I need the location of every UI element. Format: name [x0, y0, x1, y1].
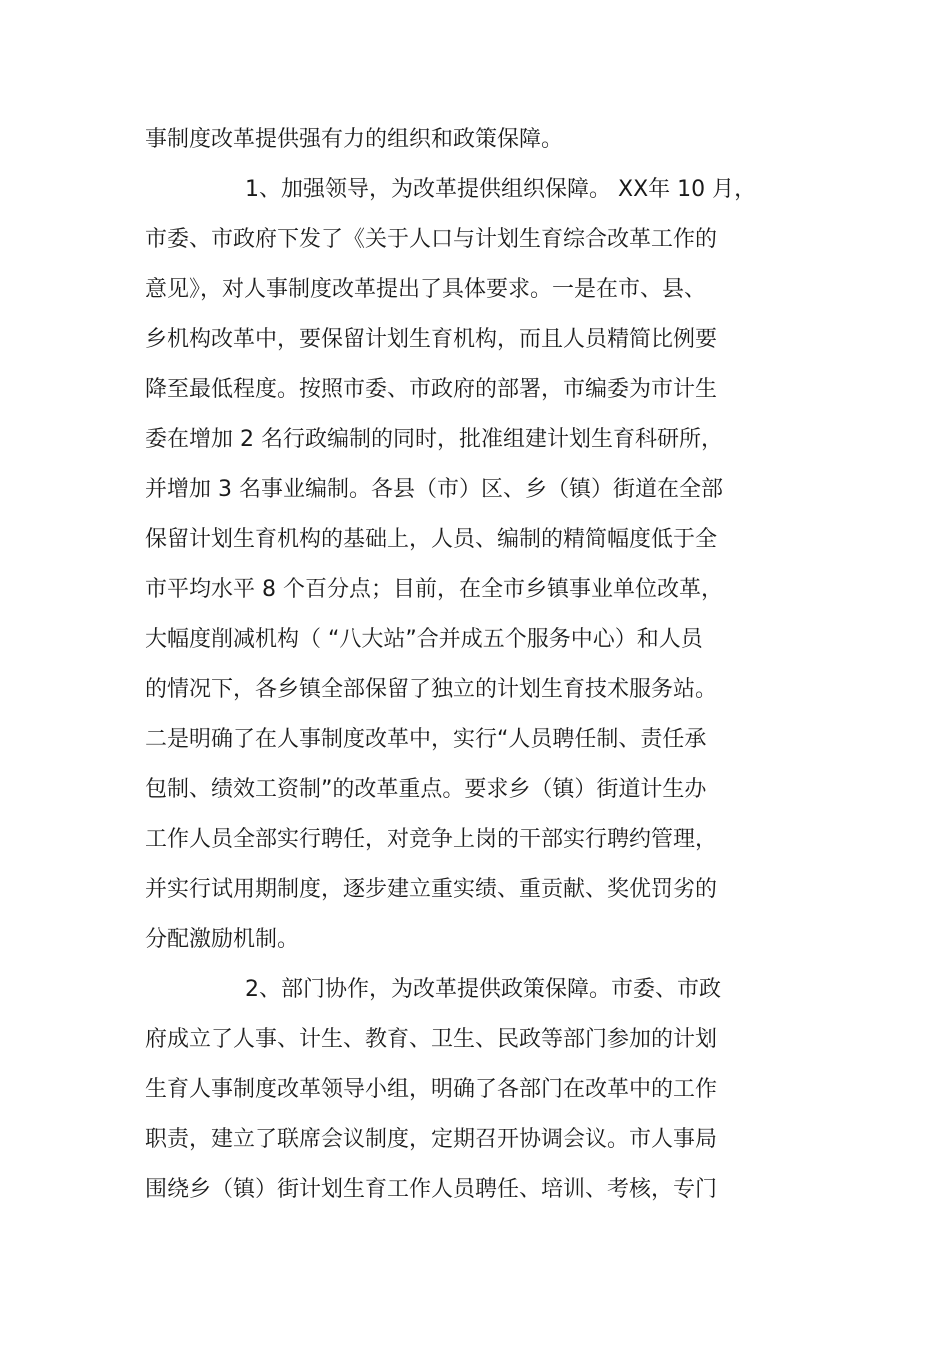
text-line: 并实行试用期制度，逐步建立重实绩、重贡献、奖优罚劣的 [145, 877, 718, 902]
text-line: 1、加强领导，为改革提供组织保障。 XX年 10 月， [245, 177, 757, 202]
text-line: 分配激励机制。 [145, 927, 300, 952]
text-line: 府成立了人事、计生、教育、卫生、民政等部门参加的计划 [145, 1027, 718, 1052]
text-line: 2、部门协作，为改革提供政策保障。市委、市政 [245, 977, 721, 1002]
text-line: 市委、市政府下发了《关于人口与计划生育综合改革工作的 [145, 227, 718, 252]
text-line: 乡机构改革中，要保留计划生育机构，而且人员精简比例要 [145, 327, 718, 352]
text-line: 包制、绩效工资制”的改革重点。要求乡（镇）街道计生办 [145, 777, 707, 802]
text-line: 市平均水平 8 个百分点；目前，在全市乡镇事业单位改革， [145, 577, 723, 602]
text-line: 意见》，对人事制度改革提出了具体要求。一是在市、县、 [145, 277, 707, 302]
text-line: 委在增加 2 名行政编制的同时，批准组建计划生育科研所， [145, 427, 723, 452]
text-line: 降至最低程度。按照市委、市政府的部署，市编委为市计生 [145, 377, 718, 402]
text-line: 并增加 3 名事业编制。各县（市）区、乡（镇）街道在全部 [145, 477, 723, 502]
text-line: 围绕乡（镇）街计划生育工作人员聘任、培训、考核，专门 [145, 1177, 718, 1202]
text-line: 保留计划生育机构的基础上，人员、编制的精简幅度低于全 [145, 527, 718, 552]
text-line: 大幅度削减机构（ “八大站”合并成五个服务中心）和人员 [145, 627, 703, 652]
text-line: 职责，建立了联席会议制度，定期召开协调会议。市人事局 [145, 1127, 718, 1152]
text-line: 事制度改革提供强有力的组织和政策保障。 [145, 127, 564, 152]
text-line: 的情况下，各乡镇全部保留了独立的计划生育技术服务站。 [145, 677, 718, 702]
text-line: 生育人事制度改革领导小组，明确了各部门在改革中的工作 [145, 1077, 718, 1102]
text-line: 工作人员全部实行聘任，对竞争上岗的干部实行聘约管理， [145, 827, 718, 852]
text-line: 二是明确了在人事制度改革中，实行“人员聘任制、责任承 [145, 727, 707, 752]
